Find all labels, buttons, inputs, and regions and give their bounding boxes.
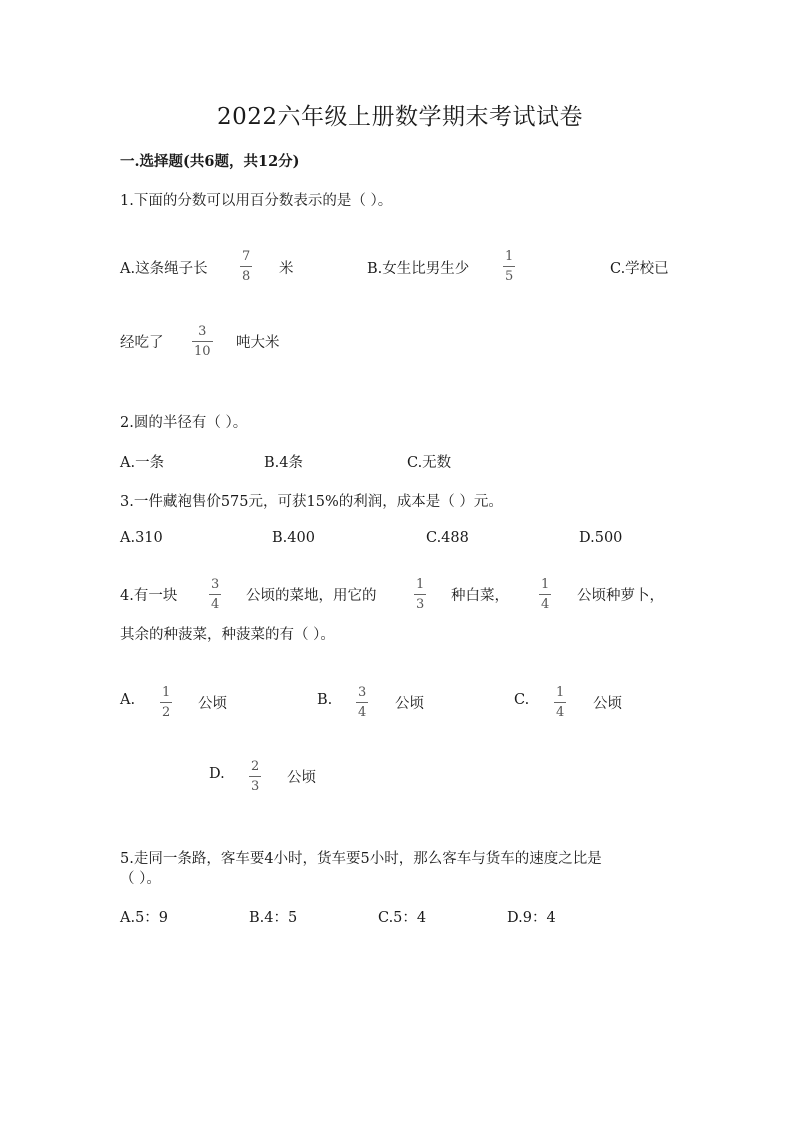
question-4-stem-part: 公顷的菜地，用它的	[246, 588, 377, 604]
denominator: 4	[541, 597, 550, 612]
option-b-unit: 公顷	[395, 696, 424, 712]
option-d-label: D.	[209, 766, 225, 782]
fraction	[249, 760, 261, 793]
numerator: 1	[541, 577, 550, 592]
fraction	[539, 578, 551, 611]
option-a-unit: 米	[279, 261, 294, 277]
option-a-text: A.这条绳子长	[120, 261, 208, 277]
question-3-stem: 3.一件藏袍售价575元，可获15%的利润，成本是（ ）元。	[120, 494, 503, 510]
option-c-text-continued: 经吃了	[120, 335, 164, 351]
fraction	[160, 686, 172, 719]
question-5-stem: 5.走同一条路，客车要4小时，货车要5小时，那么客车与货车的速度之比是	[120, 851, 602, 867]
option-c-text: C.学校已	[610, 261, 669, 277]
numerator: 7	[242, 249, 251, 264]
denominator: 10	[194, 344, 211, 359]
denominator: 8	[242, 269, 251, 284]
option-a: A.5：9	[120, 910, 169, 926]
fraction	[414, 578, 426, 611]
option-a: A.310	[120, 530, 163, 546]
denominator: 2	[162, 705, 171, 720]
denominator: 4	[556, 705, 565, 720]
option-c: C.无数	[407, 455, 452, 471]
option-d: D.500	[579, 530, 623, 546]
numerator: 2	[251, 759, 260, 774]
denominator: 3	[416, 597, 425, 612]
question-4-stem-part: 公顷种萝卜，	[577, 588, 664, 604]
option-b: B.400	[272, 530, 315, 546]
fraction	[192, 325, 213, 358]
option-c: C.488	[426, 530, 469, 546]
numerator: 3	[198, 324, 207, 339]
fraction	[209, 578, 221, 611]
numerator: 3	[358, 685, 367, 700]
page-title: 2022六年级上册数学期末考试试卷	[216, 104, 584, 130]
option-c-label: C.	[514, 692, 530, 708]
option-b: B.4：5	[249, 910, 298, 926]
fraction	[240, 250, 252, 283]
option-d: D.9：4	[507, 910, 556, 926]
numerator: 1	[416, 577, 425, 592]
fraction	[503, 250, 515, 283]
denominator: 4	[358, 705, 367, 720]
section-heading: 一.选择题(共6题，共12分)	[120, 153, 300, 170]
option-a-label: A.	[120, 692, 136, 708]
question-4-stem-part: 种白菜，	[451, 588, 509, 604]
option-b-text: B.女生比男生少	[367, 261, 470, 277]
option-d-unit: 公顷	[287, 770, 316, 786]
option-b-label: B.	[317, 692, 333, 708]
option-a-unit: 公顷	[198, 696, 227, 712]
denominator: 4	[211, 597, 220, 612]
denominator: 3	[251, 779, 260, 794]
option-c-unit: 公顷	[593, 696, 622, 712]
question-4-stem: 4.有一块	[120, 588, 178, 604]
fraction	[554, 686, 566, 719]
question-4-stem-line2: 其余的种菠菜，种菠菜的有（ ）。	[120, 627, 335, 643]
numerator: 1	[505, 249, 514, 264]
fraction	[356, 686, 368, 719]
option-c: C.5：4	[378, 910, 427, 926]
option-a: A.一条	[120, 455, 165, 471]
question-1-stem: 1.下面的分数可以用百分数表示的是（ ）。	[120, 193, 393, 209]
option-b: B.4条	[264, 455, 303, 471]
numerator: 1	[556, 685, 565, 700]
numerator: 3	[211, 577, 220, 592]
question-2-stem: 2.圆的半径有（ ）。	[120, 415, 248, 431]
option-c-unit: 吨大米	[236, 335, 280, 351]
numerator: 1	[162, 685, 171, 700]
denominator: 5	[505, 269, 514, 284]
question-5-stem-line2: （ ）。	[120, 871, 161, 887]
